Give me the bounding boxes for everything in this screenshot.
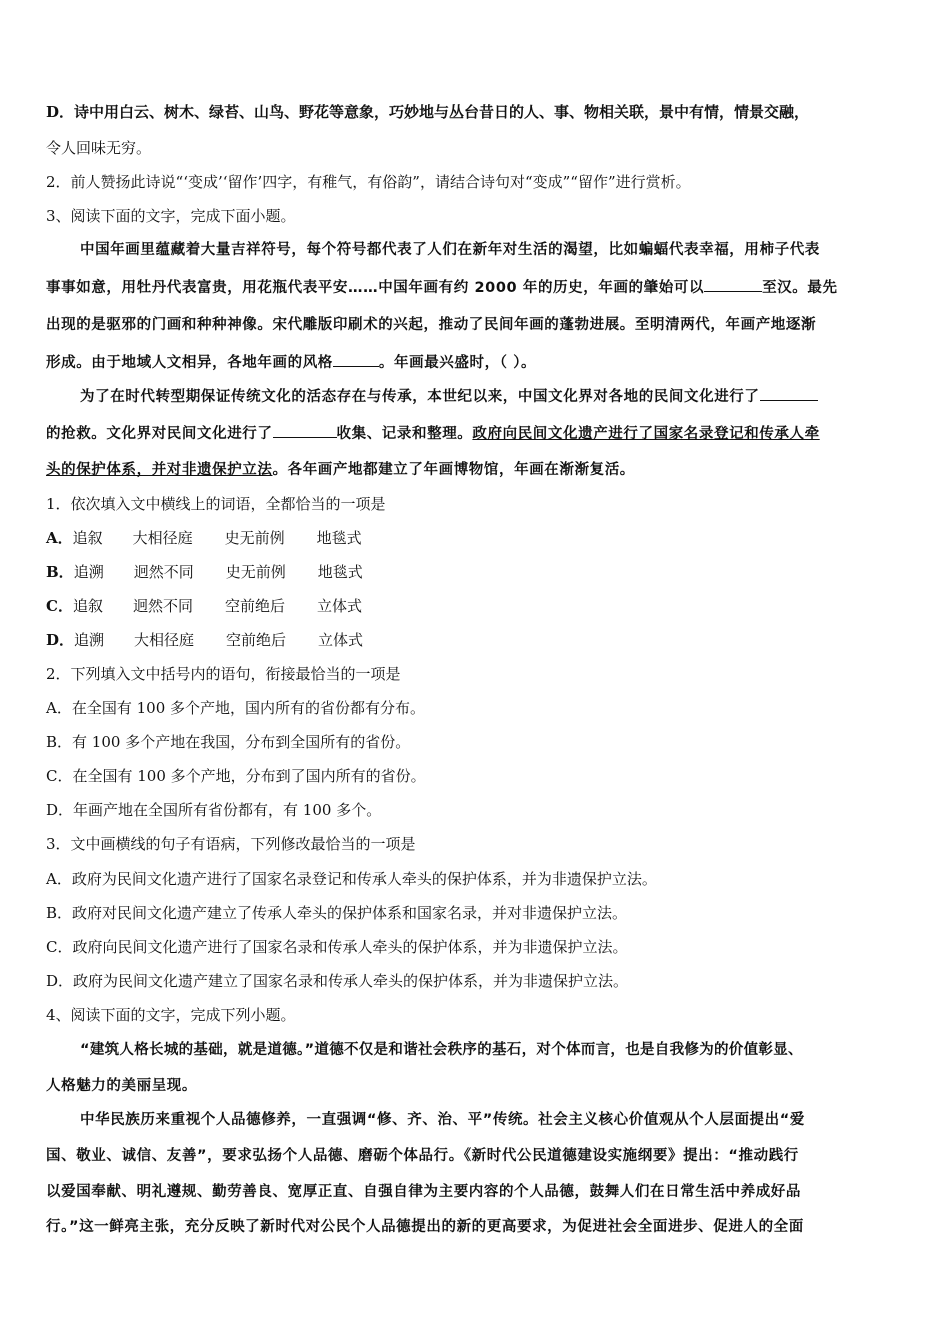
option-b <box>46 562 363 582</box>
option-word: 大相径庭 <box>132 529 193 547</box>
question-1: 1．依次填入文中横线上的词语，全都恰当的一项是 <box>46 495 386 513</box>
option-d: D．年画产地在全国所有省份都有，有 100 多个。 <box>46 801 382 819</box>
option-a <box>46 528 362 548</box>
question-2: 2．下列填入文中括号内的语句，衔接最恰当的一项是 <box>46 665 401 683</box>
option-d <box>46 630 363 650</box>
option-word: 追叙 <box>72 597 103 615</box>
option-word: 大相径庭 <box>134 631 195 649</box>
passage-text: 事事如意，用牡丹代表富贵，用花瓶代表平安……中国年画有约 2000 年的历史，年画的肇始可以 <box>46 280 705 296</box>
option-d: D．政府为民间文化遗产建立了国家名录和传承人牵头的保护体系，并为非遗保护立法。 <box>46 972 629 990</box>
passage-line <box>46 423 820 444</box>
passage-line: 人格魅力的美丽呈现。 <box>46 1078 197 1094</box>
section-3-heading: 3、阅读下面的文字，完成下面小题。 <box>46 207 296 225</box>
passage-line: 国、敬业、诚信、友善”，要求弘扬个人品德、磨砺个体品行。《新时代公民道德建设实施纲要》提出：“推动践行 <box>46 1148 799 1164</box>
passage-line: “建筑人格长城的基础，就是道德。”道德不仅是和谐社会秩序的基石，对个体而言，也是自我修为的价值彰显、 <box>80 1042 803 1058</box>
passage-text: 形成。由于地域人文相异，各地年画的风格 <box>46 355 333 371</box>
passage-text: 。各年画产地都建立了年画博物馆，年画在渐渐复活。 <box>272 462 635 478</box>
option-letter: C． <box>46 597 73 615</box>
option-c: C．政府向民间文化遗产进行了国家名录和传承人牵头的保护体系，并为非遗保护立法。 <box>46 938 628 956</box>
option-word: 追溯 <box>73 563 104 581</box>
option-word: 立体式 <box>318 631 364 649</box>
question-3: 3．文中画横线的句子有语病，下列修改最恰当的一项是 <box>46 835 416 853</box>
passage-line <box>46 277 838 298</box>
passage-line: 行。”这一鲜亮主张，充分反映了新时代对公民个人品德提出的新的更高要求，为促进社会全面进步、促进人的全面 <box>46 1219 804 1235</box>
option-a: A．政府为民间文化遗产进行了国家名录登记和传承人牵头的保护体系，并为非遗保护立法。 <box>46 870 657 888</box>
passage-text: 的抢救。文化界对民间文化进行了 <box>46 426 273 442</box>
option-word: 史无前例 <box>224 529 285 547</box>
passage-line: 中华民族历来重视个人品德修养，一直强调“修、齐、治、平”传统。社会主义核心价值观从个人层面提出“爱 <box>80 1112 805 1128</box>
option-c: C．在全国有 100 多个产地，分布到了国内所有的省份。 <box>46 767 426 785</box>
option-word: 迥然不同 <box>133 563 194 581</box>
option-b: B．政府对民间文化遗产建立了传承人牵头的保护体系和国家名录，并对非遗保护立法。 <box>46 904 628 922</box>
section-4-heading: 4、阅读下面的文字，完成下列小题。 <box>46 1006 296 1024</box>
option-word: 地毯式 <box>317 563 363 581</box>
underlined-sentence: 政府向民间文化遗产进行了国家名录登记和传承人牵 <box>472 426 820 442</box>
option-word: 空前绝后 <box>226 631 287 649</box>
option-letter: B． <box>46 563 74 581</box>
passage-text: 收集、记录和整理。 <box>336 426 473 442</box>
fill-blank <box>333 352 379 367</box>
option-b: B．有 100 多个产地在我国，分布到全国所有的省份。 <box>46 733 411 751</box>
option-word: 立体式 <box>316 597 362 615</box>
passage-text: 至汉。最先 <box>762 280 838 296</box>
fill-blank <box>273 423 337 438</box>
option-word: 追叙 <box>72 529 103 547</box>
passage-line <box>80 386 818 407</box>
passage-line <box>46 460 635 480</box>
option-a: A．在全国有 100 多个产地，国内所有的省份都有分布。 <box>46 699 426 717</box>
option-word: 迥然不同 <box>132 597 193 615</box>
text-line: 令人回味无穷。 <box>46 139 152 157</box>
option-word: 史无前例 <box>225 563 286 581</box>
passage-line: 出现的是驱邪的门画和种种神像。宋代雕版印刷术的兴起，推动了民间年画的蓬勃进展。至明清两代，年画产地逐渐 <box>46 317 817 333</box>
text: D．诗中用白云、树木、绿苔、山鸟、野花等意象，巧妙地与丛台昔日的人、事、物相关联，景中有情，情景交融， <box>46 103 810 121</box>
question-2-poem: 2．前人赞扬此诗说“‘变成’‘留作’四字，有稚气，有俗韵”，请结合诗句对“变成”“留作”进行赏析。 <box>46 173 691 191</box>
passage-text: 。年画最兴盛时，（ ）。 <box>378 355 537 371</box>
underlined-sentence: 头的保护体系，并对非遗保护立法 <box>46 462 273 478</box>
option-word: 空前绝后 <box>224 597 285 615</box>
option-c <box>46 596 362 616</box>
option-word: 追溯 <box>74 631 105 649</box>
option-d-line <box>46 102 809 122</box>
passage-text: 为了在时代转型期保证传统文化的活态存在与传承，本世纪以来，中国文化界对各地的民间文化进行了 <box>80 389 760 405</box>
option-word: 地毯式 <box>316 529 362 547</box>
passage-line: 中国年画里蕴藏着大量吉祥符号，每个符号都代表了人们在新年对生活的渴望，比如蝙蝠代表幸福，用柿子代表 <box>80 242 820 258</box>
fill-blank <box>760 386 818 401</box>
option-letter: D． <box>46 631 75 649</box>
passage-line <box>46 352 536 373</box>
fill-blank <box>704 277 762 292</box>
passage-line: 以爱国奉献、明礼遵规、勤劳善良、宽厚正直、自强自律为主要内容的个人品德，鼓舞人们在日常生活中养成好品 <box>46 1184 801 1200</box>
option-letter: A． <box>46 529 73 547</box>
